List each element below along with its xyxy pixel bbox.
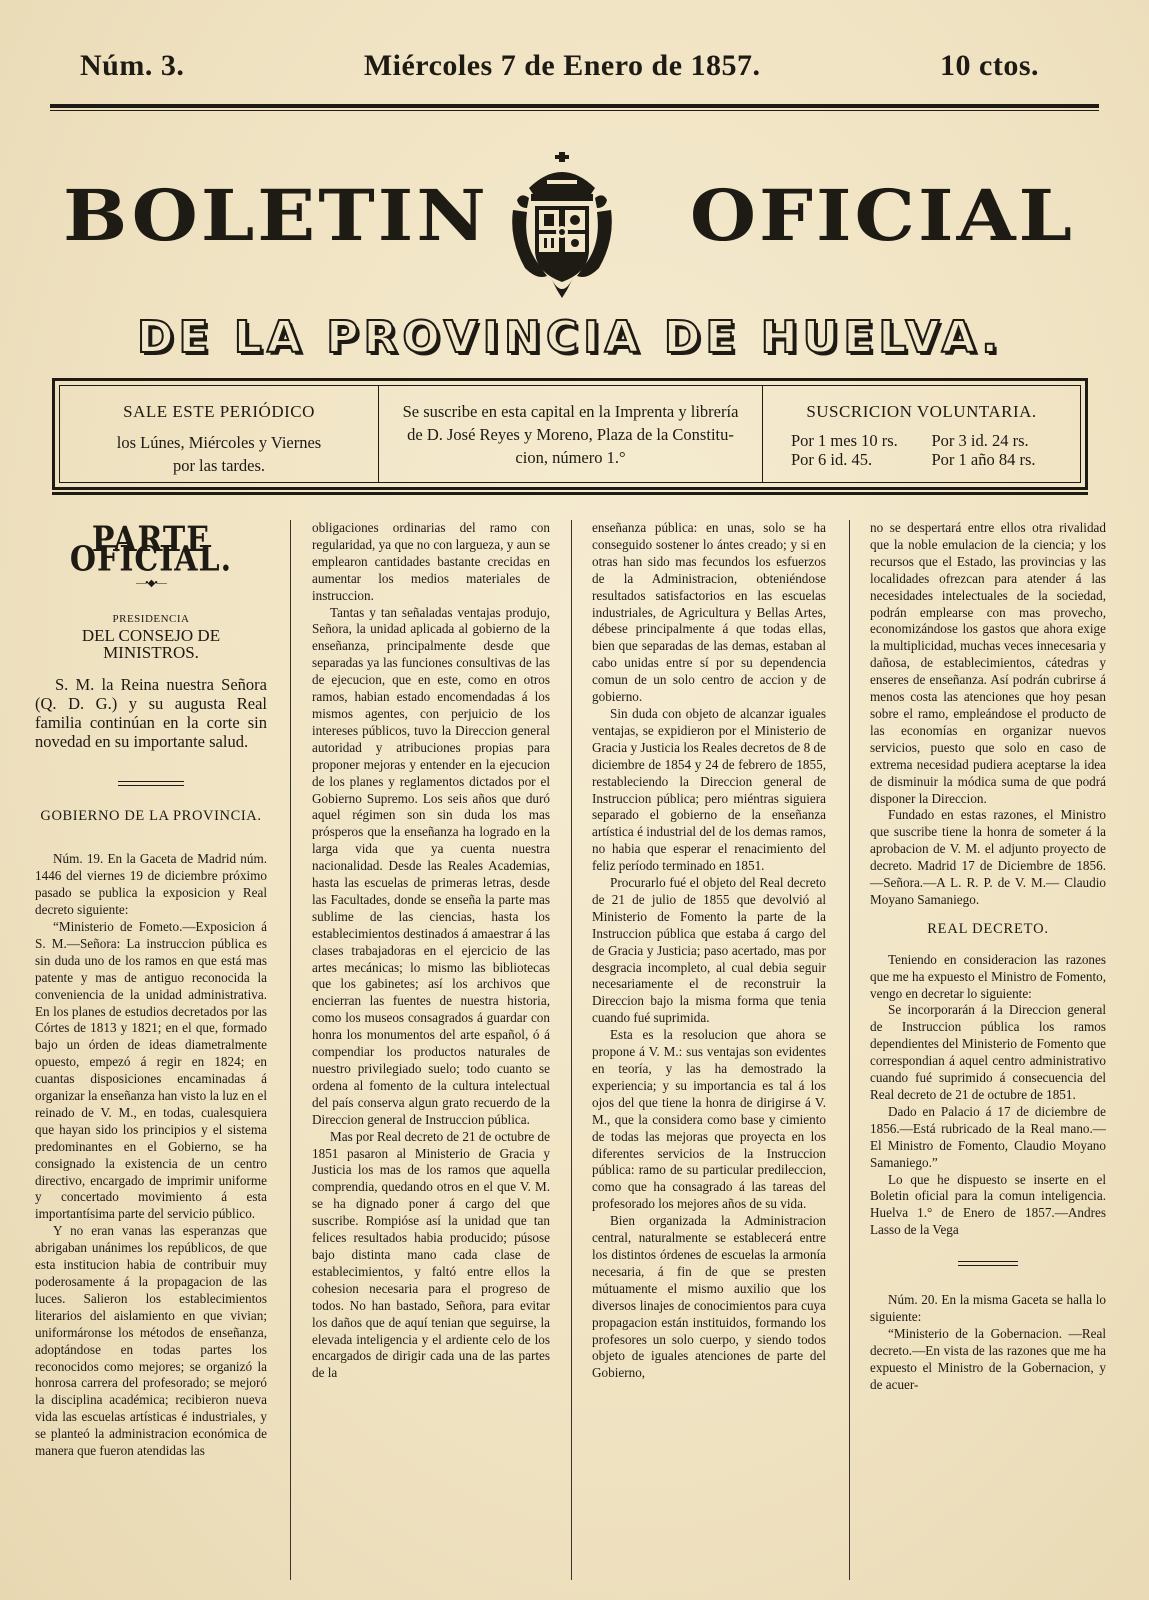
paragraph: enseñanza pública: en unas, solo se ha conseguido sostener lo ántes creado; y si en otras han sido mas fecundos los esfuerzos de la Administracion, obteniéndose resultados satisfactorios en las escuelas industriales, de Agricultura y Bellas Artes, débese principalmente á que todas ellas, bien que separadas de las demas, estaban al cabo unidas entre sí por su dependencia comun de un solo centro de accion y de gobierno.	[592, 520, 826, 705]
issue-date: Miércoles 7 de Enero de 1857.	[363, 49, 761, 82]
subscription-prices	[762, 386, 1080, 482]
header-rule	[50, 104, 1099, 108]
paragraph: Sin duda con objeto de alcanzar iguales ventajas, se expidieron por el Ministerio de Gracia y Justicia los Reales decretos de 8 de diciembre de 1854 y 24 de febrero de 1855, restableciendo la Direccion general de Instruccion pública; pero miéntras siguiera separado el gobierno de la enseñanza artística é industrial del de los demas ramos, no habia que esperar el renacimiento del feliz período terminado en 1851.	[592, 705, 826, 874]
column-4	[870, 520, 1106, 1394]
paragraph: Mas por Real decreto de 21 de octubre de 1851 pasaron al Ministerio de Gracia y Justicia los mas de los ramos que aquella comprendia, quedando otros en el que V. M. se ha dignado poner á cargo del que suscribe. Rompióse así la unidad que tan felices resultados habia producido; púsose bajo distinta mano cada clase de establecimientos, y faltó entre ellos la cohesion necesaria para el progreso de todos. No han bastado, Señora, para evitar los daños que de aquí tenian que seguirse, la elevada inteligencia y el ardiente celo de los encargados de dirigir cada una de las partes de la	[312, 1128, 550, 1381]
section-title-parte-oficial: PARTE OFICIAL.	[69, 519, 233, 580]
subscription-box	[52, 378, 1088, 490]
column-3	[592, 520, 826, 1382]
publication-schedule	[60, 386, 378, 482]
paragraph: no se despertará entre ellos otra rivalidad que la noble emulacion de la ciencia; y los recursos que el Estado, las provincias y las localidades ofrezcan para atender á las necesidades intelectuales de la sociedad, podrán emplearse con mas provecho, economizándose los gastos que ahora exige la multiplicidad, muchas veces innecesaria y dañosa, de establecimientos, cátedras y enseres de enseñanza. Así podrán cubrirse á menos costa las atenciones que hoy pesan sobre el ramo, empleándose el producto de las economías en organizar nuevos servicios, puesto que solo en caso de extrema necesidad pudiera aceptarse la idea de disminuir la módica suma de que podrá disponer la Direccion.	[870, 520, 1106, 806]
paragraph: Esta es la resolucion que ahora se propone á V. M.: sus ventajas son evidentes en teoría, y las ha demostrado la experiencia; y su importancia es tal á los ojos del que tiene la honra de dirigirse á V. M., que la considera como base y cimiento de todas las mejoras que proyecta en los diferentes servicios de la Instruccion pública: ramo de su particular predileccion, como que ha consagrado á las tareas del profesorado los mejores años de su vida.	[592, 1027, 826, 1212]
paragraph: Dado en Palacio á 17 de diciembre de 1856.—Está rubricado de la Real mano.—El Ministro de Fomento, Claudio Moyano Samaniego.”	[870, 1103, 1106, 1170]
paragraph: “Ministerio de la Gobernacion. —Real decreto.—En vista de las razones que me ha expuesto el Ministro de la Gobernacion, y de acuer-	[870, 1325, 1106, 1392]
price-6-months: Por 6 id. 45.	[791, 450, 873, 469]
paragraph: obligaciones ordinarias del ramo con regularidad, ya que no con largueza, y aun se emplearon cantidades bastante crecidas en aumentar los medios materiales de instruccion.	[312, 520, 550, 603]
paragraph: Núm. 19. En la Gaceta de Madrid núm. 1446 del viernes 19 de diciembre próximo pasado se publica la exposicion y Real decreto siguiente:	[35, 851, 267, 918]
price-3-months: Por 3 id. 24 rs.	[931, 431, 1029, 450]
presidencia-label: PRESIDENCIA	[112, 612, 190, 625]
paragraph: Se incorporarán á la Direccion general de Instruccion pública los ramos dependientes del Ministerio de Fomento que correspondian á aquel centro administrativo cuando fué suprimido á consecuencia del Real decreto de 21 de octubre de 1851.	[870, 1002, 1106, 1102]
box-bottom-rule	[52, 492, 1088, 495]
issue-price: 10 ctos.	[940, 49, 1039, 82]
column-1	[35, 520, 267, 1460]
ornament: —•◆•—	[136, 577, 166, 589]
column-divider	[571, 520, 572, 1580]
masthead-title-right: OFICIAL	[689, 174, 1075, 257]
column-divider	[849, 520, 850, 1580]
paragraph: Fundado en estas razones, el Ministro que suscribe tiene la honra de someter á la aprobacion de V. M. el adjunto proyecto de decreto. Madrid 17 de Diciembre de 1856. —Señora.—A L. R. P. de V. M.— Claudio Moyano Samaniego.	[870, 807, 1106, 907]
subscription-place	[378, 386, 762, 482]
masthead	[55, 150, 1095, 300]
masthead-subtitle: DE LA PROVINCIA DE HUELVA.	[136, 312, 1004, 363]
paragraph: Y no eran vanas las esperanzas que abrigaban unánimes los repúblicos, de que esta institucion habia de contribuir muy poderosamente á la propagacion de las luces. Salieron los establecimientos literarios del aislamiento en que vivian; uniformáronse los métodos de enseñanza, adoptándose en todas partes los reconocidos como mejores; se organizó la honrosa carrera del profesorado; se mejoró la disciplina académica; recibieron nueva vida las escuelas artísticas é industriales, y se planteó la administracion económica de manera que fueron atendidas las	[35, 1223, 267, 1459]
paragraph: Lo que he dispuesto se inserte en el Boletin oficial para la comun inteligencia. Huelva 1.° de Enero de 1857.—Andres Lasso de la Vega	[870, 1171, 1106, 1238]
paragraph: Teniendo en consideracion las razones que me ha expuesto el Ministro de Fomento, vengo en decretar lo siguiente:	[870, 951, 1106, 1001]
royal-crest-icon	[507, 150, 617, 300]
price-1-month: Por 1 mes 10 rs.	[791, 431, 898, 450]
paragraph: “Ministerio de Fometo.—Exposicion á S. M.—Señora: La instruccion pública es sin duda uno de los ramos en que está mas patente y mas de antiguo reconocida la conveniencia de la unidad administrativa. En los planes de estudios decretados por las Córtes de 1813 y 1821; en el que, formado bajo un órden de ideas diametralmente opuesto, empezó á regir en 1824; en cuantas disposiciones encaminadas á organizar la enseñanza han visto la luz en el reinado de V. M., en todas, cualesquiera que hayan sido los principios y el sistema predominantes en el Gobierno, se ha consignado la existencia de un centro directivo, encargado de imprimir uniforme y concertado movimiento á esta importantísima parte del servicio público.	[35, 918, 267, 1222]
separator	[118, 781, 184, 786]
real-decreto-heading: REAL DECRETO.	[927, 920, 1049, 937]
consejo-heading: DEL CONSEJO DE MINISTROS.	[81, 625, 221, 662]
place-line-3: cion, número 1.°	[515, 448, 626, 467]
paragraph: Tantas y tan señaladas ventajas produjo, Señora, la unidad aplicada al gobierno de la enseñanza, principalmente desde que separadas ya las funciones consultivas de las de ejecucion, que en este, como en otros ramos, habian estado encomendadas á los mismos agentes, con perjuicio de los intereses públicos, tuvo la Direccion general autoridad y atribuciones propias para proponer mejoras y entender en la ejecucion de los planes y reglamentos dictados por el Gobierno Supremo. Los seis años que duró aquel régimen son sin duda los mas prósperos que la enseñanza ha logrado en la larga vida que ya cuenta nuestra nacionalidad. Desde las Reales Academias, hasta las escuelas de primeras letras, desde las Facultades, donde se enseña la parte mas sublime de las ciencias, hasta los establecimientos destinados á amaestrar á las clases trabajadoras en el ejercicio de las artes mecánicas; lo mismo las bibliotecas que los gabinetes; así los archivos que encierran las fuentes de nuestra historia, como los museos consagrados á guardar con honra los monumentos del arte español, ó á compendiar los productos naturales de nuestro privilegiado suelo; todo cuanto se ordena al fomento de la cultura intelectual del país conserva algun grato recuerdo de la Direccion general de Instruccion pública.	[312, 604, 550, 1127]
column-2	[312, 520, 550, 1382]
place-line-2: de D. José Reyes y Moreno, Plaza de la Constitu-	[407, 425, 734, 444]
header-line	[80, 46, 1039, 86]
issue-number: Núm. 3.	[80, 49, 185, 82]
gobierno-heading: GOBIERNO DE LA PROVINCIA.	[40, 808, 262, 825]
masthead-title-left: BOLETIN	[63, 174, 489, 257]
paragraph: Procurarlo fué el objeto del Real decreto de 21 de julio de 1855 que devolvió al Ministerio de Fomento la parte de la Instruccion pública que estaba á cargo del de Gracia y Justicia; paso acertado, mas por desgracia incompleto, al cual debia seguir necesariamente el de reconstruir la Direccion bajo la misma forma que tenia cuando fué suprimida.	[592, 875, 826, 1026]
schedule-days: los Lúnes, Miércoles y Viernes	[116, 433, 322, 452]
separator	[958, 1261, 1018, 1266]
paragraph: Bien organizada la Administracion central, naturalmente se establecerá entre los distintos órdenes de escuelas la armonía necesaria, á fin de que se presten mútuamente el mismo auxilio que los diversos linajes de conocimientos para cuya propagacion están instituidos, formando los profesores un solo cuerpo, y siendo todos objeto de iguales atenciones de parte del Gobierno,	[592, 1213, 826, 1381]
header-rule-thin	[50, 110, 1099, 111]
schedule-time: por las tardes.	[172, 456, 266, 475]
column-divider	[290, 520, 291, 1580]
prices-heading: SUSCRICION VOLUNTARIA.	[806, 402, 1037, 421]
paragraph: S. M. la Reina nuestra Señora (Q. D. G.) y su augusta Real familia continúan en la corte sin novedad en su importante salud.	[35, 675, 267, 752]
place-line-1: Se suscribe en esta capital en la Imprenta y librería	[402, 402, 739, 421]
price-1-year: Por 1 año 84 rs.	[931, 450, 1036, 469]
paragraph: Núm. 20. En la misma Gaceta se halla lo siguiente:	[870, 1292, 1106, 1325]
schedule-heading: SALE ESTE PERIÓDICO	[123, 402, 315, 421]
